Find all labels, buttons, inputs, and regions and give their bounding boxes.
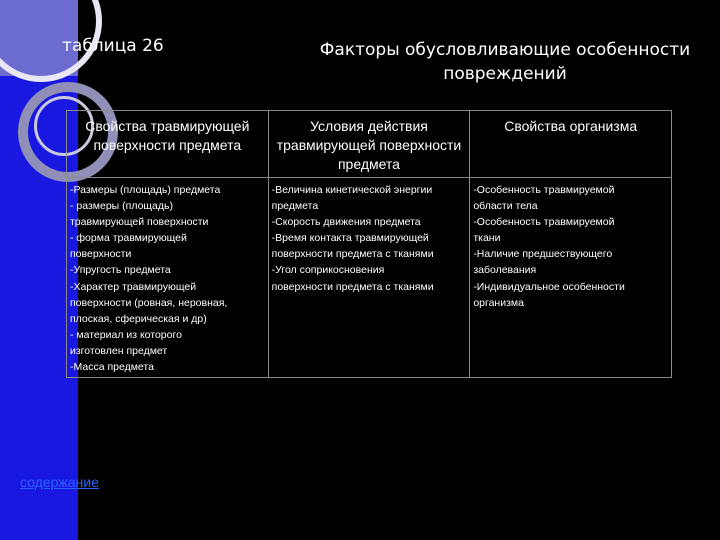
list-item: -Скорость движения предмета xyxy=(271,216,421,229)
cell-organism-properties xyxy=(470,178,672,378)
list-item: организма xyxy=(473,296,524,309)
cell-surface-properties xyxy=(67,178,269,378)
list-item: - размеры (площадь) xyxy=(70,200,173,213)
contents-link[interactable]: содержание xyxy=(20,474,99,490)
list-item: -Величина кинетической энергии xyxy=(271,184,433,196)
list-item: поверхности предмета с тканями xyxy=(271,280,434,293)
table-row xyxy=(67,178,672,378)
list-item: предмета xyxy=(271,200,319,213)
list-item: -Индивидуальное особенности xyxy=(473,280,625,293)
list-item: поверхности xyxy=(70,248,132,261)
list-item: поверхности предмета с тканями xyxy=(271,248,434,261)
header-action-conditions: Условия действия травмирующей поверхности предмета xyxy=(268,111,470,178)
list-item: заболевания xyxy=(473,264,537,277)
table-number-label: таблица 26 xyxy=(62,36,164,56)
list-item: - материал из которого xyxy=(70,328,182,341)
list-item: -Особенность травмируемой xyxy=(473,184,615,196)
list-item: -Угол соприкосновения xyxy=(271,264,385,277)
list-item: ткани xyxy=(473,232,501,245)
list-item: плоская, сферическая и др) xyxy=(70,312,207,325)
factors-table xyxy=(66,110,672,378)
list-item: -Размеры (площадь) предмета xyxy=(70,184,221,196)
list-item: -Время контакта травмирующей xyxy=(271,232,429,245)
slide-title: Факторы обусловливающие особенности повреждений xyxy=(319,40,691,84)
list-item: -Характер травмирующей xyxy=(70,280,197,293)
list-item: -Упругость предмета xyxy=(70,264,171,277)
list-item: -Особенность травмируемой xyxy=(473,216,615,229)
list-item: травмирующей поверхности xyxy=(70,216,209,229)
list-item: изготовлен предмет xyxy=(70,344,168,357)
header-organism-properties: Свойства организма xyxy=(470,111,672,178)
list-item: - форма травмирующей xyxy=(70,232,187,245)
cell-action-conditions xyxy=(268,178,470,378)
list-item: -Наличие предшествующего xyxy=(473,248,613,261)
header-surface-properties: Свойства травмирующей поверхности предмета xyxy=(67,111,269,178)
list-item: поверхности (ровная, неровная, xyxy=(70,296,228,309)
table-header-row xyxy=(67,111,672,178)
list-item: области тела xyxy=(473,200,538,213)
list-item: -Масса предмета xyxy=(70,361,154,374)
